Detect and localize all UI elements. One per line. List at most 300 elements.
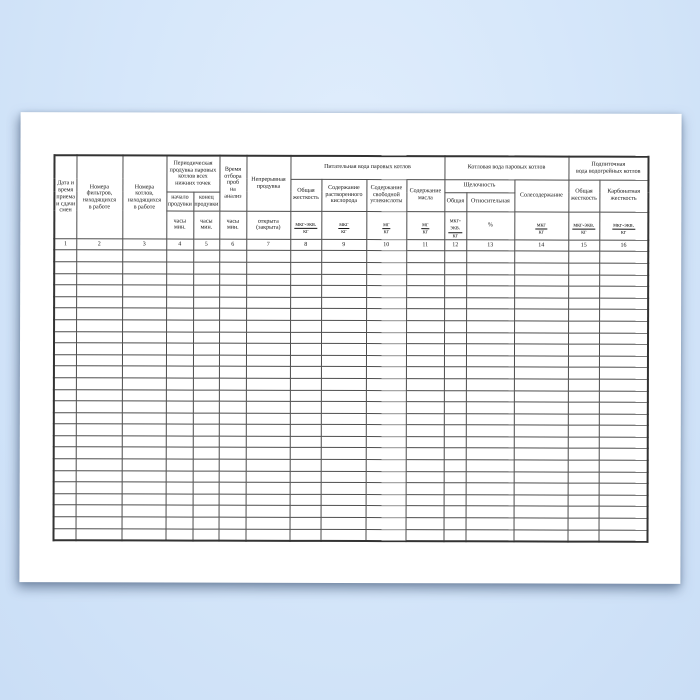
- empty-cell: [466, 483, 514, 495]
- empty-cell: [514, 263, 568, 275]
- empty-cell: [54, 343, 76, 355]
- empty-cell: [406, 355, 444, 367]
- empty-cell: [365, 529, 405, 541]
- empty-cell: [166, 505, 193, 517]
- empty-cell: [444, 506, 466, 518]
- empty-cell: [54, 517, 76, 529]
- empty-cell: [193, 378, 219, 390]
- unit-fraction: $\frac{\text{мкг}}{кг}$: [339, 221, 349, 236]
- empty-cell: [193, 517, 219, 529]
- empty-cell: [321, 251, 366, 263]
- empty-cell: [122, 494, 166, 506]
- empty-cell: [246, 274, 290, 286]
- empty-cell: [219, 274, 246, 286]
- empty-cell: [246, 494, 290, 506]
- empty-cell: [54, 482, 76, 494]
- unit-alkalinity-relative: %: [466, 211, 514, 240]
- header-filters-in-service: Номера фильтров, находящихся в работе: [76, 155, 122, 239]
- empty-cell: [219, 401, 246, 413]
- empty-cell: [193, 436, 219, 448]
- empty-cell: [76, 436, 122, 448]
- empty-cell: [290, 401, 321, 413]
- empty-cell: [246, 251, 290, 263]
- empty-cell: [568, 449, 599, 461]
- empty-cell: [219, 424, 246, 436]
- unit-fraction: $\frac{мг}{кг}$: [422, 221, 429, 236]
- empty-cell: [193, 297, 219, 309]
- empty-cell: [366, 402, 406, 414]
- empty-cell: [193, 482, 219, 494]
- empty-cell: [219, 448, 246, 460]
- empty-cell: [290, 274, 321, 286]
- empty-cell: [166, 355, 193, 367]
- empty-cell: [166, 297, 193, 309]
- empty-cell: [514, 518, 568, 530]
- empty-cell: [366, 460, 406, 472]
- empty-cell: [444, 460, 466, 472]
- unit-free-co2: [366, 211, 406, 240]
- empty-cell: [166, 343, 193, 355]
- col-number: 7: [246, 240, 290, 251]
- empty-cell: [321, 506, 366, 518]
- empty-cell: [290, 355, 321, 367]
- empty-cell: [321, 378, 366, 390]
- empty-cell: [406, 332, 444, 344]
- empty-cell: [193, 494, 219, 506]
- empty-cell: [54, 459, 76, 471]
- empty-cell: [219, 517, 246, 529]
- empty-cell: [166, 274, 193, 286]
- empty-cell: [321, 483, 366, 495]
- empty-cell: [466, 460, 514, 472]
- empty-cell: [599, 367, 648, 379]
- empty-cell: [53, 528, 75, 540]
- empty-cell: [219, 285, 246, 297]
- empty-cell: [54, 296, 76, 308]
- empty-cell: [122, 459, 166, 471]
- empty-cell: [193, 343, 219, 355]
- empty-cell: [166, 308, 193, 320]
- empty-cell: [219, 366, 246, 378]
- empty-cell: [466, 518, 514, 530]
- empty-cell: [76, 285, 122, 297]
- empty-cell: [568, 530, 599, 542]
- empty-cell: [193, 424, 219, 436]
- empty-cell: [466, 425, 514, 437]
- empty-cell: [599, 379, 648, 391]
- empty-cell: [599, 483, 648, 495]
- empty-cell: [514, 344, 568, 356]
- empty-cell: [406, 471, 444, 483]
- empty-cell: [54, 320, 76, 332]
- empty-cell: [321, 494, 366, 506]
- empty-cell: [193, 459, 219, 471]
- empty-cell: [76, 320, 122, 332]
- empty-cell: [219, 262, 246, 274]
- col-number: 2: [76, 239, 122, 250]
- empty-cell: [246, 297, 290, 309]
- boiler-water-log-table: [52, 154, 649, 542]
- empty-cell: [466, 298, 514, 310]
- empty-cell: [599, 252, 648, 264]
- empty-cell: [568, 425, 599, 437]
- empty-cell: [599, 518, 648, 530]
- empty-cell: [514, 274, 568, 286]
- empty-cell: [246, 482, 290, 494]
- header-sampling-time: Время отбора проб на анализ: [219, 156, 246, 211]
- header-blowdown-start: начало продувки: [166, 192, 193, 211]
- empty-cell: [246, 262, 290, 274]
- empty-cell: [290, 262, 321, 274]
- unit-carbonate-hardness: [599, 212, 648, 241]
- empty-cell: [406, 483, 444, 495]
- empty-cell: [219, 413, 246, 425]
- empty-cell: [246, 378, 290, 390]
- empty-cell: [54, 354, 76, 366]
- empty-cell: [514, 251, 568, 263]
- empty-cell: [76, 262, 122, 274]
- empty-cell: [514, 472, 568, 484]
- empty-cell: [514, 414, 568, 426]
- empty-cell: [599, 391, 648, 403]
- unit-fraction: $\frac{мг}{кг}$: [383, 221, 390, 236]
- empty-cell: [514, 367, 568, 379]
- empty-cell: [76, 308, 122, 320]
- empty-cell: [290, 517, 321, 529]
- empty-cell: [405, 529, 443, 541]
- empty-cell: [444, 344, 466, 356]
- empty-cell: [246, 459, 290, 471]
- empty-cell: [219, 343, 246, 355]
- empty-cell: [444, 355, 466, 367]
- empty-cell: [466, 390, 514, 402]
- empty-cell: [166, 250, 193, 262]
- empty-cell: [122, 331, 166, 343]
- empty-cell: [166, 482, 193, 494]
- empty-cell: [166, 494, 193, 506]
- empty-cell: [166, 471, 193, 483]
- empty-cell: [193, 320, 219, 332]
- empty-cell: [466, 413, 514, 425]
- empty-cell: [443, 529, 465, 541]
- empty-cell: [290, 425, 321, 437]
- empty-cell: [568, 321, 599, 333]
- empty-cell: [76, 355, 122, 367]
- document-page: [19, 112, 681, 584]
- empty-cell: [246, 367, 290, 379]
- empty-cell: [54, 262, 76, 274]
- empty-cell: [366, 390, 406, 402]
- unit-fraction: мкг- экв. кг: [449, 218, 461, 239]
- empty-cell: [54, 412, 76, 424]
- empty-cell: [193, 308, 219, 320]
- empty-cell: [290, 309, 321, 321]
- empty-cell: [568, 460, 599, 472]
- col-number: 1: [54, 239, 76, 250]
- empty-cell: [246, 343, 290, 355]
- empty-cell: [514, 286, 568, 298]
- empty-cell: [166, 390, 193, 402]
- empty-cell: [122, 389, 166, 401]
- empty-cell: [466, 286, 514, 298]
- unit-fraction: $\frac{\text{мкг}}{кг}$: [536, 222, 546, 236]
- empty-cell: [514, 379, 568, 391]
- empty-cell: [366, 355, 406, 367]
- empty-cell: [514, 483, 568, 495]
- empty-cell: [54, 447, 76, 459]
- empty-cell: [122, 413, 166, 425]
- empty-cell: [193, 448, 219, 460]
- empty-cell: [568, 286, 599, 298]
- empty-cell: [76, 470, 122, 482]
- empty-cell: [568, 356, 599, 368]
- empty-cell: [290, 285, 321, 297]
- empty-cell: [166, 424, 193, 436]
- empty-cell: [466, 367, 514, 379]
- empty-cell: [366, 506, 406, 518]
- empty-cell: [514, 460, 568, 472]
- empty-cell: [599, 275, 648, 287]
- empty-cell: [321, 286, 366, 298]
- empty-cell: [406, 344, 444, 356]
- empty-cell: [193, 506, 219, 518]
- empty-cell: [444, 483, 466, 495]
- header-salt-content: Солесодержание: [514, 179, 568, 211]
- empty-cell: [568, 263, 599, 275]
- col-number: 6: [219, 240, 246, 251]
- empty-cell: [193, 355, 219, 367]
- empty-cell: [54, 436, 76, 448]
- empty-cell: [193, 401, 219, 413]
- empty-cell: [444, 332, 466, 344]
- header-periodic-blowdown-group: Периодическая продувка паровых котлов всех нижних точек: [166, 156, 219, 192]
- col-number: 4: [166, 239, 193, 250]
- empty-cell: [165, 529, 192, 541]
- empty-cell: [246, 448, 290, 460]
- header-continuous-blowdown: Непрерывная продувка: [246, 156, 290, 211]
- empty-cell: [466, 251, 514, 263]
- empty-cell: [406, 321, 444, 333]
- empty-cell: [599, 414, 648, 426]
- empty-cell: [166, 320, 193, 332]
- empty-cell: [366, 263, 406, 275]
- empty-cell: [219, 482, 246, 494]
- empty-cell: [444, 448, 466, 460]
- empty-cell: [290, 367, 321, 379]
- empty-cell: [245, 529, 289, 541]
- header-feed-total-hardness: Общая жесткость: [290, 179, 321, 211]
- empty-cell: [166, 378, 193, 390]
- empty-cell: [406, 309, 444, 321]
- unit-oil-content: [406, 211, 444, 240]
- unit-alkalinity-total: [444, 211, 466, 240]
- empty-cell: [321, 436, 366, 448]
- empty-cell: [321, 425, 366, 437]
- empty-cell: [193, 285, 219, 297]
- empty-cell: [599, 333, 648, 345]
- empty-cell: [219, 459, 246, 471]
- empty-cell: [122, 320, 166, 332]
- empty-cell: [568, 414, 599, 426]
- empty-cell: [444, 402, 466, 414]
- empty-cell: [246, 413, 290, 425]
- empty-cell: [219, 251, 246, 263]
- empty-cell: [568, 483, 599, 495]
- empty-cell: [466, 309, 514, 321]
- empty-cell: [366, 436, 406, 448]
- empty-cell: [219, 320, 246, 332]
- empty-cell: [166, 436, 193, 448]
- col-number: 8: [290, 240, 321, 251]
- empty-cell: [54, 494, 76, 506]
- empty-cell: [406, 367, 444, 379]
- col-number: 13: [466, 240, 514, 251]
- empty-cell: [166, 459, 193, 471]
- empty-cell: [290, 471, 321, 483]
- unit-feed-total-hardness: [290, 211, 321, 240]
- empty-cell: [193, 366, 219, 378]
- empty-cell: [366, 367, 406, 379]
- empty-cell: [193, 390, 219, 402]
- header-dissolved-oxygen: Содержание растворенного кислорода: [321, 179, 366, 211]
- empty-cell: [514, 425, 568, 437]
- empty-cell: [76, 517, 122, 529]
- empty-cell: [122, 471, 166, 483]
- empty-cell: [366, 297, 406, 309]
- unit-makeup-total-hardness: [568, 212, 599, 241]
- col-number: 12: [444, 240, 466, 251]
- empty-cell: [321, 390, 366, 402]
- empty-cell: [366, 320, 406, 332]
- empty-cell: [54, 366, 76, 378]
- empty-cell: [406, 274, 444, 286]
- empty-cell: [290, 448, 321, 460]
- empty-cell: [321, 320, 366, 332]
- empty-cell: [465, 529, 513, 541]
- header-boiler-water-group: Котловая вода паровых котлов: [444, 156, 568, 179]
- empty-cell: [568, 495, 599, 507]
- empty-cell: [321, 262, 366, 274]
- empty-cell: [444, 437, 466, 449]
- empty-cell: [320, 529, 365, 541]
- empty-cell: [514, 437, 568, 449]
- empty-cell: [366, 251, 406, 263]
- header-free-co2: Содержание свободной углекислоты: [366, 179, 406, 211]
- empty-cell: [76, 343, 122, 355]
- empty-cell: [219, 297, 246, 309]
- empty-cell: [444, 286, 466, 298]
- empty-cell: [54, 308, 76, 320]
- empty-cell: [219, 436, 246, 448]
- empty-cell: [321, 413, 366, 425]
- empty-cell: [466, 437, 514, 449]
- empty-cell: [599, 507, 648, 519]
- header-carbonate-hardness: Карбонатная жесткость: [599, 180, 648, 212]
- empty-cell: [406, 297, 444, 309]
- empty-cell: [321, 297, 366, 309]
- empty-cell: [599, 298, 648, 310]
- empty-cell: [246, 517, 290, 529]
- empty-cell: [406, 494, 444, 506]
- empty-cell: [599, 425, 648, 437]
- empty-cell: [193, 262, 219, 274]
- empty-cell: [444, 251, 466, 263]
- unit-fraction: $\frac{\text{мкг-экв.}}{кг}$: [573, 222, 595, 236]
- empty-cell: [406, 263, 444, 275]
- empty-cell: [599, 263, 648, 275]
- empty-cell: [514, 390, 568, 402]
- empty-cell: [514, 321, 568, 333]
- empty-cell: [246, 285, 290, 297]
- empty-cell: [290, 413, 321, 425]
- empty-cell: [219, 390, 246, 402]
- empty-cell: [192, 529, 218, 541]
- empty-cell: [466, 344, 514, 356]
- empty-cell: [290, 320, 321, 332]
- empty-cell: [75, 528, 121, 540]
- empty-cell: [406, 460, 444, 472]
- empty-cell: [568, 402, 599, 414]
- empty-cell: [122, 482, 166, 494]
- empty-cell: [122, 343, 166, 355]
- empty-cell: [599, 344, 648, 356]
- unit-blowdown-end: часы мин.: [193, 211, 219, 240]
- empty-cell: [193, 413, 219, 425]
- empty-cell: [321, 448, 366, 460]
- empty-cell: [366, 274, 406, 286]
- empty-cell: [514, 506, 568, 518]
- empty-cell: [54, 250, 76, 262]
- empty-cell: [122, 378, 166, 390]
- col-number: 5: [193, 239, 219, 250]
- empty-cell: [76, 447, 122, 459]
- empty-cell: [122, 273, 166, 285]
- empty-cell: [121, 529, 165, 541]
- empty-cell: [166, 332, 193, 344]
- empty-cell: [54, 401, 76, 413]
- empty-cell: [246, 332, 290, 344]
- empty-cell: [321, 355, 366, 367]
- empty-cell: [54, 470, 76, 482]
- col-number: 15: [568, 240, 599, 251]
- empty-cell: [406, 390, 444, 402]
- empty-cell: [289, 529, 320, 541]
- empty-cell: [366, 286, 406, 298]
- empty-cell: [366, 518, 406, 530]
- empty-cell: [321, 344, 366, 356]
- empty-cell: [444, 367, 466, 379]
- unit-blowdown-start: часы мин.: [166, 211, 193, 240]
- empty-cell: [599, 402, 648, 414]
- empty-cell: [166, 517, 193, 529]
- empty-cell: [406, 425, 444, 437]
- unit-continuous-blowdown: открыта (закрыта): [246, 211, 290, 240]
- empty-cell: [366, 413, 406, 425]
- empty-cell: [568, 344, 599, 356]
- empty-cell: [219, 506, 246, 518]
- empty-cell: [321, 332, 366, 344]
- empty-cell: [406, 518, 444, 530]
- empty-cell: [76, 331, 122, 343]
- empty-cell: [166, 447, 193, 459]
- unit-fraction: $\frac{\text{мкг-экв.}}{кг}$: [613, 222, 635, 237]
- header-oil-content: Содержание масла: [406, 179, 444, 211]
- empty-cell: [76, 494, 122, 506]
- empty-cell: [321, 517, 366, 529]
- empty-cell: [193, 471, 219, 483]
- unit-dissolved-oxygen: [321, 211, 366, 240]
- empty-cell: [568, 333, 599, 345]
